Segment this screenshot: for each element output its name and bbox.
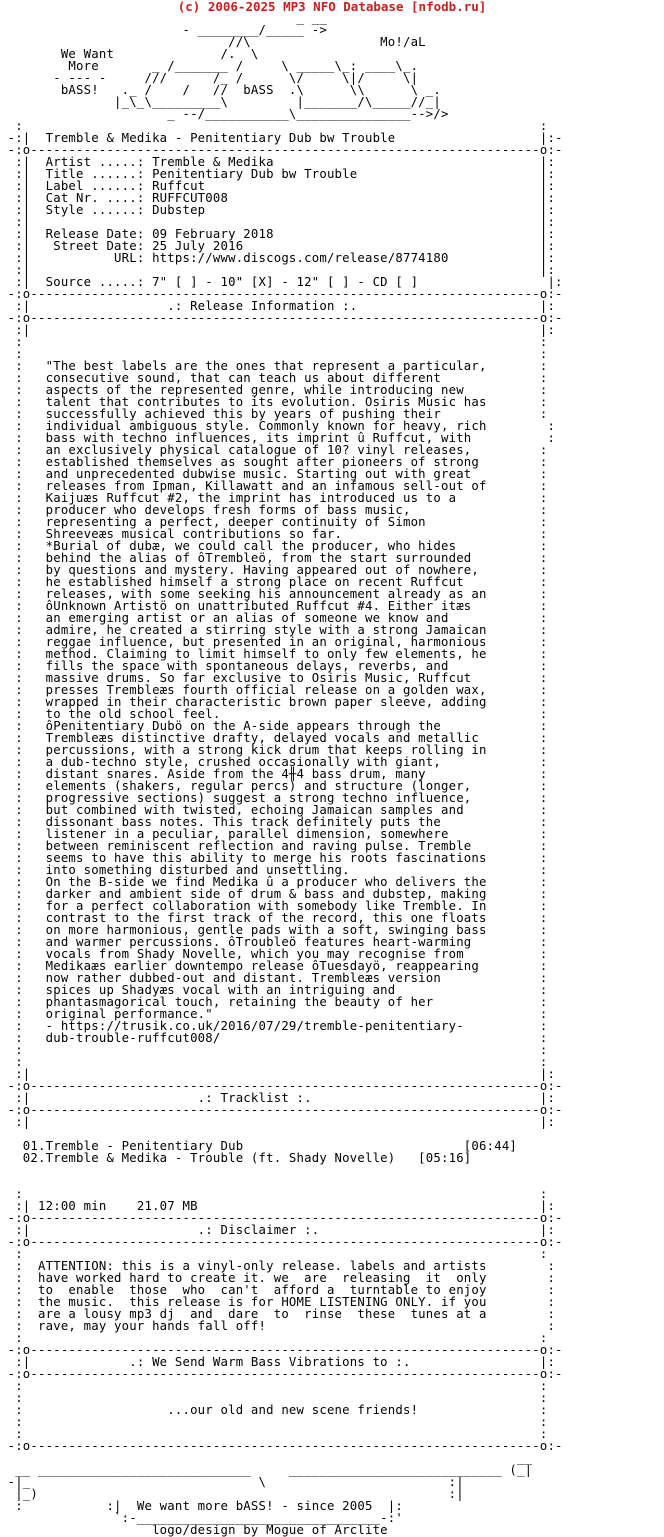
site-copyright-banner: (c) 2006-2025 MP3 NFO Database [nfodb.ru] <box>177 0 487 14</box>
nfo-text: _ __ - ________/_____ -> //\ Mo!/aL We Want /. \ More _ /_______ / \ _____\_: ____\_. - --- - /// /_ / \/ \|/ \| bASS! ._ / / // bASS .\ \\ \ _. |_\_\_________\ |_______/\_____//_| _ --/___________\_______________-->/> : : -:| Tremble & Medika - Penitentiary Dub bw Trouble |:- -:o-------------------------------------------------------------------o:- :| Artist .....: Tremble & Medika |: :| Title ......: Penitentiary Dub bw Trouble |: :| Label ......: Ruffcut |: :| Cat Nr. ....: RUFFCUT008 |: :| Style ......: Dubstep |: :| |: :| Release Date: 09 February 2018 |: :| Street Date: 25 July 2016 |: :| URL: https://www.discogs.com/release/8774180 |: :| |: :| Source .....: 7" [ ] - 10" [X] - 12" [ ] - CD [ ] |: -:o-------------------------------------------------------------------o:- :| .: Release Information :. |: -:o-------------------------------------------------------------------o:- :| |: : : : : : "The best labels are the ones that represent a particular, : : consecutive sound, that can teach us about different : : aspects of the represented genre, while introducing new : : talent that contributes to its evolution. Osiris Music has : : successfully achieved this by years of pushing their : : individual ambiguous style. Commonly known for heavy, rich : : bass with techno influences, its imprint û Ruffcut, with : : an exclusively physical catalogue of 10? vinyl releases, : : established themselves as sought after pioneers of strong : : and unprecedented dubwise music. Starting out with great : : releases from Ipman, Killawatt and an infamous sell-out of : : Kaijuæs Ruffcut #2, the imprint has introduced us to a : : producer who develops fresh forms of bass music, : : representing a perfect, deeper continuity of Simon : : Shreeveæs musical contributions so far. : : *Burial of dubæ, we could call the producer, who hides : : behind the alias of ôTrembleö, from the start surrounded : : by questions and mystery. Having appeared out of nowhere, : : he established himself a strong place on recent Ruffcut : : releases, with some seeking his announcement already as an : : ôUnknown Artistö on unattributed Ruffcut #4. Either itæs : : an emerging artist or an alias of someone we know and : : admire, he created a stirring style with a strong Jamaican : : reggae influence, but presented in an original, harmonious : : method. Claiming to limit himself to only few elements, he : : fills the space with spontaneous delays, reverbs, and : : massive drums. So far exclusive to Osiris Music, Ruffcut : : presses Trembleæs fourth official release on a golden wax, : : wrapped in their characteristic brown paper sleeve, adding : : to the old school feel. : : ôPenitentiary Dubö on the A-side appears through the : : Trembleæs distinctive drafty, delayed vocals and metallic : : percussions, with a strong kick drum that keeps rolling in : : a dub-techno style, crushed occasionally with giant, : : distant snares. Aside from the 4╫4 bass drum, many : : elements (shakers, regular percs) and structure (longer, : : progressive sections) suggest a strong techno influence, : : but combined with twisted, echoing Jamaican samples and : : dissonant bass notes. This track definitely puts the : : listener in a peculiar, parallel dimension, somewhere : : between reminiscent reflection and raving pulse. Tremble : : seems to have this ability to merge his roots fascinations : : into something disturbed and unsettling. : : On the B-side we find Medika û a producer who delivers the : : darker and ambient side of drum & bass and dubstep, making : : for a perfect collaboration with somebody like Tremble. In : : contrast to the first track of the record, this one floats : : on more harmonious, gentle pads with a soft, swinging bass : : and warmer percussions. ôTroubleö features heart-warming : : vocals from Shady Novelle, which you may recognise from : : Medikaæs earlier downtempo release ôTuesdayö, reappearing : : now rather dubbed-out and distant. Trembleæs version : : spices up Shadyæs vocal with an intriguing and : : phantasmagorical touch, retaining the beauty of her : : original performance." : : - https://trusik.co.uk/2016/07/29/tremble-penitentiary- : : dub-trouble-ruffcut008/ : : : : : :| |: -:o-------------------------------------------------------------------o:- :| .: Tracklist :. |: -:o-------------------------------------------------------------------o:- :| |: 01.Tremble - Penitentiary Dub [06:44] 02.Tremble & Medika - Trouble (ft. Shady Novelle) [05:16] : : :| 12:00 min 21.07 MB |: -:o-------------------------------------------------------------------o:- :| .: Disclaimer :. |: -:o-------------------------------------------------------------------o:- : : : ATTENTION: this is a vinyl-only release. labels and artists : : have worked hard to create it. we are releasing it only : : to enable those who can't afford a turntable to enjoy : : the music. this release is for HOME LISTENING ONLY. if you : : are a lousy mp3 dj and dare to rinse these tunes at a : : rave, may your hands fall off! : : : -:o-------------------------------------------------------------------o:- :| .: We Send Warm Bass Vibrations to :. |: -:o-------------------------------------------------------------------o:- : : : : : ...our old and new scene friends! : : : : : -:o-------------------------------------------------------------------o:- __ __ ____________________________ ____________________________ (_| -|_ \ :| |_) :| : :| We want more bASS! - since 2005 |: `:-________________________________-:' logo/design by Mogue of Arclite <box>7 11 563 1537</box>
